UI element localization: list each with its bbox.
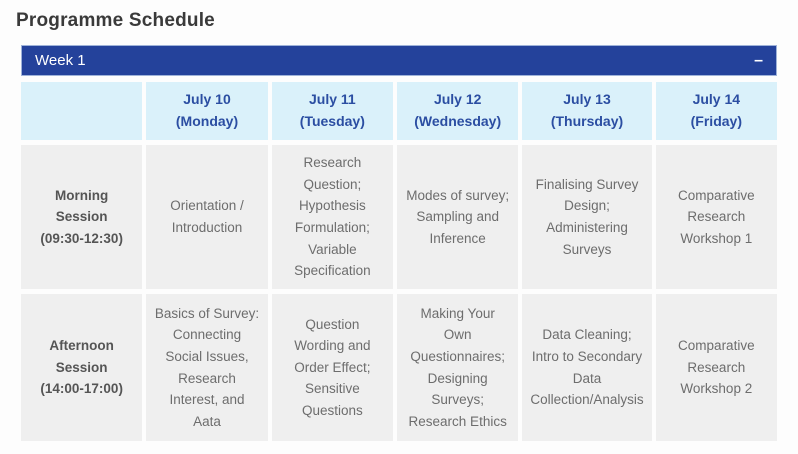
day-weekday: (Monday) xyxy=(175,113,239,129)
schedule-cell-afternoon-friday: Comparative Research Workshop 2 xyxy=(656,294,777,441)
schedule-cell-morning-tuesday: Research Question; Hypothesis Formulation; Variable Specification xyxy=(272,145,393,289)
day-date: July 14 xyxy=(692,91,741,108)
schedule-cell-morning-wednesday: Modes of survey; Sampling and Inference xyxy=(397,145,518,289)
day-date: July 12 xyxy=(433,91,482,108)
day-weekday: (Thursday) xyxy=(550,113,624,129)
schedule-table xyxy=(21,82,777,441)
collapse-minus-icon[interactable]: – xyxy=(754,51,763,69)
schedule-cell-morning-thursday: Finalising Survey Design; Administering Surveys xyxy=(522,145,651,289)
week-label: Week 1 xyxy=(35,52,86,69)
day-header-friday xyxy=(656,82,777,140)
day-header-tuesday xyxy=(272,82,393,140)
day-header-wednesday xyxy=(397,82,518,140)
day-header-thursday xyxy=(522,82,651,140)
session-label-afternoon xyxy=(21,294,142,441)
schedule-cell-afternoon-wednesday: Making Your Own Questionnaires; Designing Surveys; Research Ethics xyxy=(397,294,518,441)
day-header-monday xyxy=(146,82,267,140)
schedule-cell-morning-monday: Orientation / Introduction xyxy=(146,145,267,289)
day-date: July 11 xyxy=(308,91,356,108)
session-label-morning xyxy=(21,145,142,289)
day-weekday: (Wednesday) xyxy=(414,113,502,129)
schedule-cell-afternoon-tuesday: Question Wording and Order Effect; Sensitive Questions xyxy=(272,294,393,441)
day-date: July 13 xyxy=(563,91,611,108)
week-accordion-header[interactable] xyxy=(21,45,777,76)
page-title: Programme Schedule xyxy=(16,10,215,31)
session-name: Morning Session xyxy=(55,187,109,225)
corner-cell xyxy=(21,82,142,140)
day-date: July 10 xyxy=(183,91,231,108)
schedule-cell-afternoon-thursday: Data Cleaning; Intro to Secondary Data Collection/Analysis xyxy=(522,294,651,441)
schedule-cell-afternoon-monday: Basics of Survey: Connecting Social Issues, Research Interest, and Aata xyxy=(146,294,267,441)
session-time: (14:00-17:00) xyxy=(40,381,123,397)
session-time: (09:30-12:30) xyxy=(40,230,123,246)
week-accordion xyxy=(21,45,777,441)
session-name: Afternoon Session xyxy=(49,338,114,375)
day-weekday: (Tuesday) xyxy=(299,113,365,129)
schedule-cell-morning-friday: Comparative Research Workshop 1 xyxy=(656,145,777,289)
day-weekday: (Friday) xyxy=(690,113,742,129)
